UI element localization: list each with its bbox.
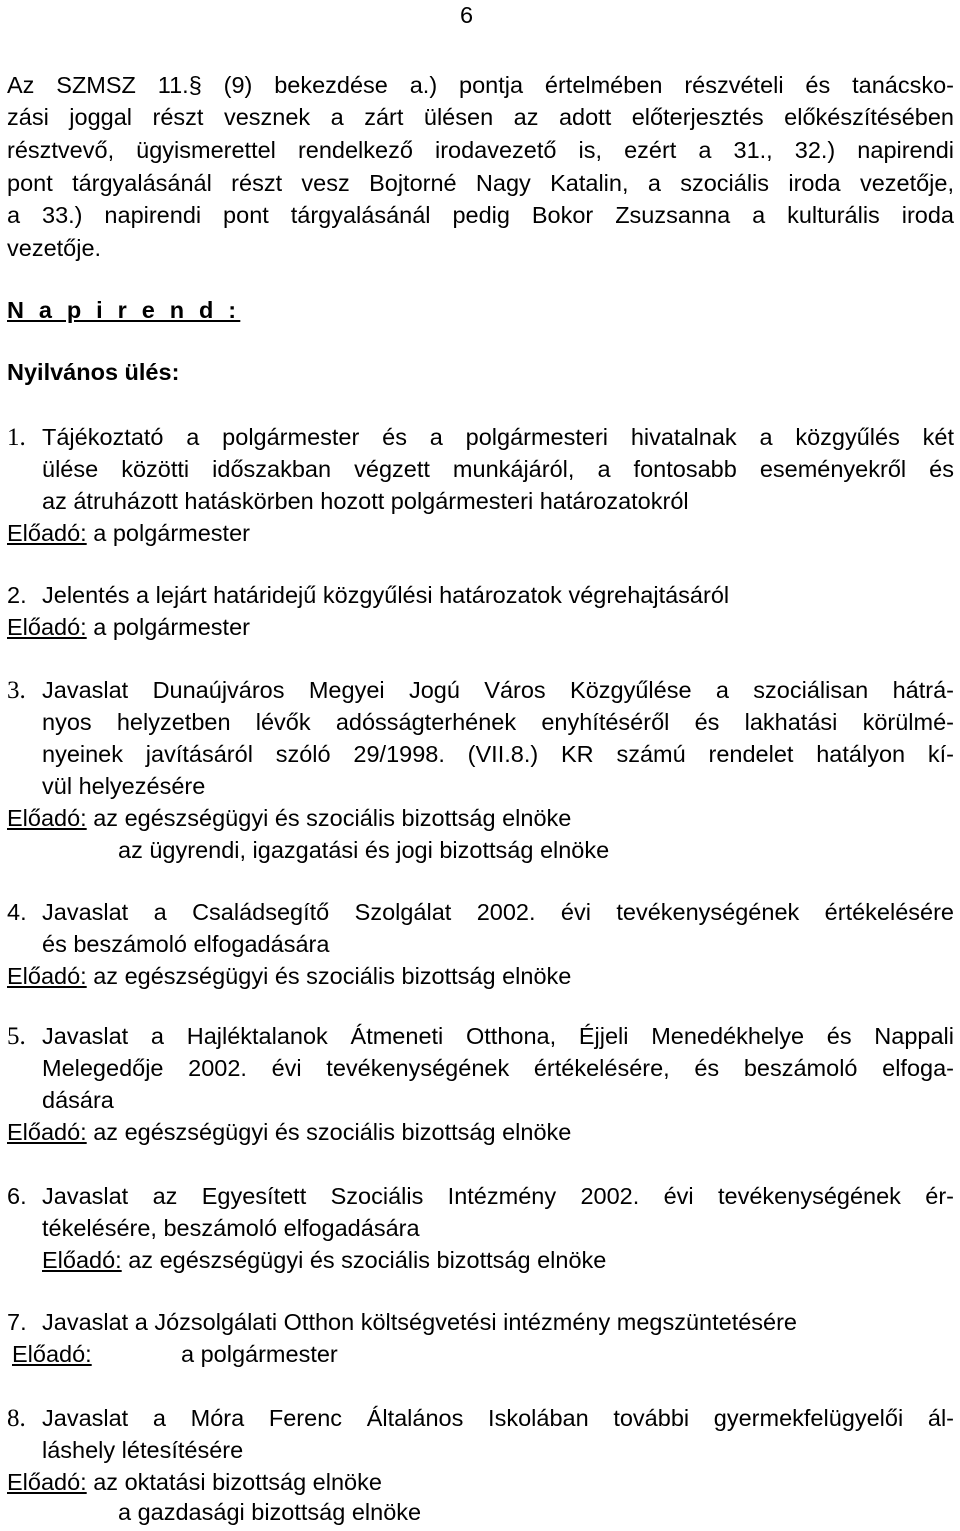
intro-line: résztvevő, ügyismerettel rendelkező irodavezető is, ezért a 31., 32.) napirendi [7, 137, 954, 163]
intro-line: vezetője. [7, 235, 102, 261]
item-number: 5. [7, 1023, 26, 1050]
presenter-line [7, 963, 571, 990]
presenter-line [7, 520, 250, 547]
item-line: Javaslat az Egyesített Szociális Intézmény 2002. évi tevékenységének ér- [42, 1183, 954, 1209]
item-line: Melegedője 2002. évi tevékenységének értékelésére, és beszámoló elfoga- [42, 1055, 954, 1081]
item-line: Javaslat Dunaújváros Megyei Jogú Város Közgyűlése a szociálisan hátrá- [42, 677, 954, 703]
item-line: Javaslat a Családsegítő Szolgálat 2002. évi tevékenységének értékelésére [42, 899, 954, 925]
item-line: ülése közötti időszakban végzett munkájáról, a fontosabb eseményekről és [42, 456, 954, 482]
presenter-name: az oktatási bizottság elnöke [93, 1469, 382, 1495]
agenda-item-2 [0, 582, 960, 652]
agenda-item-8 [0, 1405, 960, 1531]
presenter-label: Előadó: [7, 520, 87, 546]
presenter-label: Előadó: [7, 1119, 87, 1145]
presenter-name: a polgármester [93, 614, 250, 640]
item-number: 7. [7, 1309, 27, 1335]
presenter-label: Előadó: [42, 1247, 122, 1273]
item-number: 6. [7, 1183, 27, 1209]
item-line: Jelentés a lejárt határidejű közgyűlési határozatok végrehajtásáról [42, 582, 730, 608]
presenter-label: Előadó: [7, 963, 87, 989]
presenter-name: az ügyrendi, igazgatási és jogi bizottság elnöke [118, 837, 610, 863]
agenda-item-1 [0, 424, 960, 554]
presenter-name: az egészségügyi és szociális bizottság elnöke [128, 1247, 607, 1273]
item-line: tékelésére, beszámoló elfogadására [42, 1215, 420, 1241]
agenda-heading: N a p i r e n d : [7, 297, 241, 323]
presenter-line [7, 1119, 571, 1146]
intro-line: Az SZMSZ 11.§ (9) bekezdése a.) pontja értelmében részvételi és tanácsko- [7, 72, 954, 98]
item-line: nyeinek javításáról szóló 29/1998. (VII.8.) KR számú rendelet hatályon kí- [42, 741, 954, 767]
item-line: Javaslat a Hajléktalanok Átmeneti Otthona, Éjjeli Menedékhelye és Nappali [42, 1023, 954, 1049]
presenter-name: az egészségügyi és szociális bizottság elnöke [93, 805, 572, 831]
presenter-label: Előadó: [7, 1469, 87, 1495]
item-line: dására [42, 1087, 114, 1113]
intro-line: zási joggal részt vesznek a zárt ülésen az adott előterjesztés előkészítésében [7, 104, 954, 130]
item-number: 2. [7, 582, 27, 608]
presenter-line [7, 614, 250, 641]
intro-paragraph [7, 72, 954, 272]
item-line: Javaslat a Móra Ferenc Általános Iskolában további gyermekfelügyelői ál- [42, 1405, 954, 1431]
presenter-name: az egészségügyi és szociális bizottság elnöke [93, 963, 572, 989]
presenter-name: a gazdasági bizottság elnöke [118, 1499, 422, 1525]
presenter-name: a polgármester [181, 1341, 338, 1367]
presenter-label: Előadó: [12, 1341, 92, 1367]
agenda-item-4 [0, 899, 960, 999]
item-line: Javaslat a Józsolgálati Otthon költségvetési intézmény megszüntetésére [42, 1309, 798, 1335]
session-heading: Nyilvános ülés: [7, 359, 180, 385]
presenter-label: Előadó: [7, 805, 87, 831]
presenter-line [7, 805, 571, 832]
item-number: 1. [7, 424, 26, 451]
item-line: láshely létesítésére [42, 1437, 244, 1463]
presenter-line [42, 1247, 606, 1274]
item-number: 8. [7, 1405, 26, 1432]
presenter-label: Előadó: [7, 614, 87, 640]
agenda-item-5 [0, 1023, 960, 1153]
item-line: és beszámoló elfogadására [42, 931, 330, 957]
presenter-line [7, 1469, 382, 1496]
item-line: az átruházott hatáskörben hozott polgármesteri határozatokról [42, 488, 689, 514]
item-line: Tájékoztató a polgármester és a polgármesteri hivatalnak a közgyűlés két [42, 424, 954, 450]
intro-line: pont tárgyalásánál részt vesz Bojtorné Nagy Katalin, a szociális iroda vezetője, [7, 170, 954, 196]
item-number: 4. [7, 899, 27, 925]
agenda-item-3 [0, 677, 960, 877]
agenda-item-7 [0, 1309, 960, 1379]
presenter-name: az egészségügyi és szociális bizottság elnöke [93, 1119, 572, 1145]
agenda-item-6 [0, 1183, 960, 1283]
presenter-name: a polgármester [93, 520, 250, 546]
item-number: 3. [7, 677, 26, 704]
presenter-line [12, 1341, 92, 1368]
item-line: nyos helyzetben lévők adósságterhének enyhítéséről és lakhatási körülmé- [42, 709, 954, 735]
intro-line: a 33.) napirendi pont tárgyalásánál pedig Bokor Zsuzsanna a kulturális iroda [7, 202, 954, 228]
item-line: vül helyezésére [42, 773, 206, 799]
page-number: 6 [460, 2, 474, 28]
